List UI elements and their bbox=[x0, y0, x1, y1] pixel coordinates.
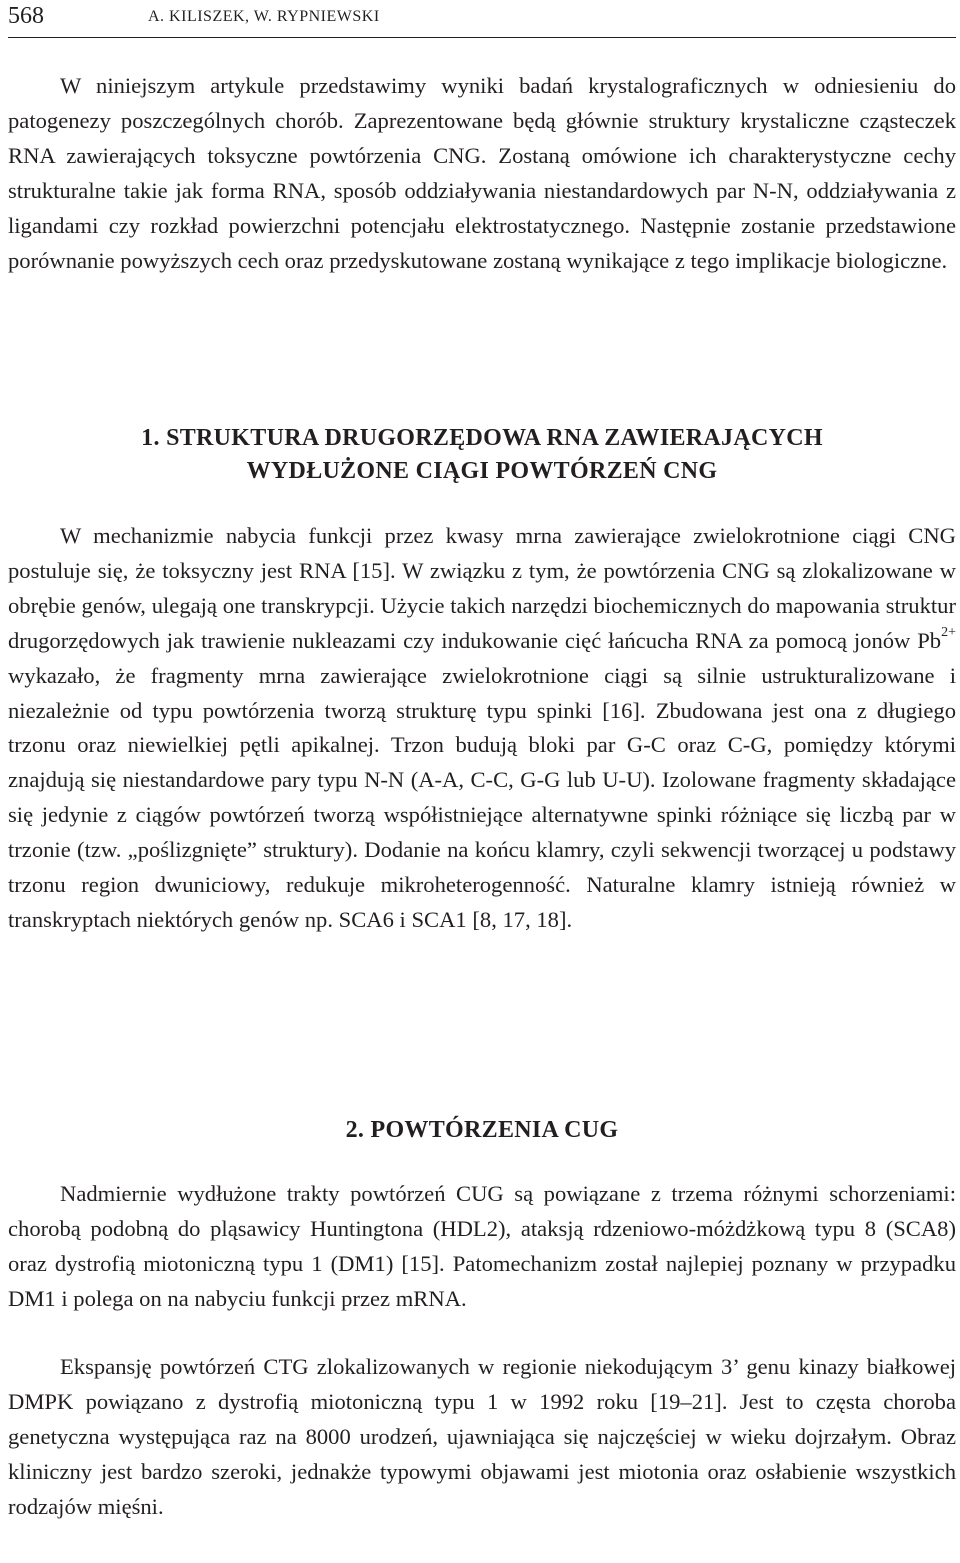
page-number: 568 bbox=[8, 3, 44, 29]
running-head: A. KILISZEK, W. RYPNIEWSKI bbox=[148, 8, 380, 25]
section-2-paragraph-1: Nadmiernie wydłużone trakty powtórzeń CUG są powiązane z trzema różnymi schorzeniami: chorobą podobną do pląsawicy Huntingtona (HDL2), ataksją rdzeniowo-móżdżkową typu 8 (SCA8) oraz dystrofią miotoniczną typu 1 (DM1) [15]. Patomechanizm został najlepiej poznany w przypadku DM1 i polega on na nabyciu funkcji przez mRNA. bbox=[8, 1181, 956, 1311]
section-1-heading bbox=[8, 422, 956, 488]
section-1-text-part-2: wykazało, że fragmenty mrna zawierające zwielokrotnione ciągi są silnie ustrukturalizowane i niezależnie od typu powtórzenia tworzą strukturę typu spinki [16]. Zbudowana jest ona z długiego trzonu oraz niewielkiej pętli apikalnej. Trzon budują bloki par G-C oraz C-G, pomiędzy którymi znajdują się niestandardowe pary typu N-N (A-A, C-C, G-G lub U-U). Izolowane fragmenty składające się jedynie z ciągów powtórzeń tworzą współistniejące alternatywne spinki różniące się liczbą par w trzonie (tzw. „poślizgnięte” struktury). Dodanie na końcu klamry, czyli sekwencji tworzącej u podstawy trzonu region dwuniciowy, redukuje mikroheterogenność. Naturalne klamry istnieją również w transkryptach niektórych genów np. SCA6 i SCA1 [8, 17, 18]. bbox=[8, 662, 956, 932]
section-2-heading: 2. POWTÓRZENIA CUG bbox=[345, 1117, 619, 1143]
section-2-paragraph-2: Ekspansję powtórzeń CTG zlokalizowanych w regionie niekodującym 3’ genu kinazy białkowej DMPK powiązano z dystrofią miotoniczną typu 1 w 1992 roku [19–21]. Jest to częsta choroba genetyczna występująca raz na 8000 urodzeń, ujawniająca się najczęściej w wieku dojrzałym. Obraz kliniczny jest bardzo szeroki, jednakże typowymi objawami jest miotonia oraz osłabienie wszystkich rodzajów mięśni. bbox=[8, 1354, 956, 1519]
header-rule bbox=[8, 37, 956, 38]
intro-paragraph: W niniejszym artykule przedstawimy wyniki badań krystalograficznych w odniesieniu do patogenezy poszczególnych chorób. Zaprezentowane będą głównie struktury krystaliczne cząsteczek RNA zawierających toksyczne powtórzenia CNG. Zostaną omówione ich charakterystyczne cechy strukturalne takie jak forma RNA, sposób oddziaływania niestandardowych par N-N, oddziaływania z ligandami czy rozkład powierzchni potencjału elektrostatycznego. Następnie zostanie przedstawione porównanie powyższych cech oraz przedyskutowane zostaną wynikające z tego implikacje biologiczne. bbox=[8, 73, 956, 273]
section-1-heading-line-2: WYDŁUŻONE CIĄGI POWTÓRZEŃ CNG bbox=[246, 458, 718, 484]
document-page bbox=[8, 0, 956, 1563]
page-header bbox=[8, 0, 956, 36]
section-1-paragraph bbox=[8, 519, 956, 938]
section-1-heading-line-1: 1. STRUKTURA DRUGORZĘDOWA RNA ZAWIERAJĄCYCH bbox=[141, 425, 823, 451]
lead-ion-charge-superscript: 2+ bbox=[941, 624, 956, 640]
section-1-text-part-1: W mechanizmie nabycia funkcji przez kwasy mrna zawierające zwielokrotnione ciągi CNG postuluje się, że toksyczny jest RNA [15]. W związku z tym, że powtórzenia CNG są zlokalizowane w obrębie genów, ulegają one transkrypcji. Użycie takich narzędzi biochemicznych do mapowania struktur drugorzędowych jak trawienie nukleazami czy indukowanie cięć łańcucha RNA za pomocą jonów Pb bbox=[8, 523, 956, 653]
